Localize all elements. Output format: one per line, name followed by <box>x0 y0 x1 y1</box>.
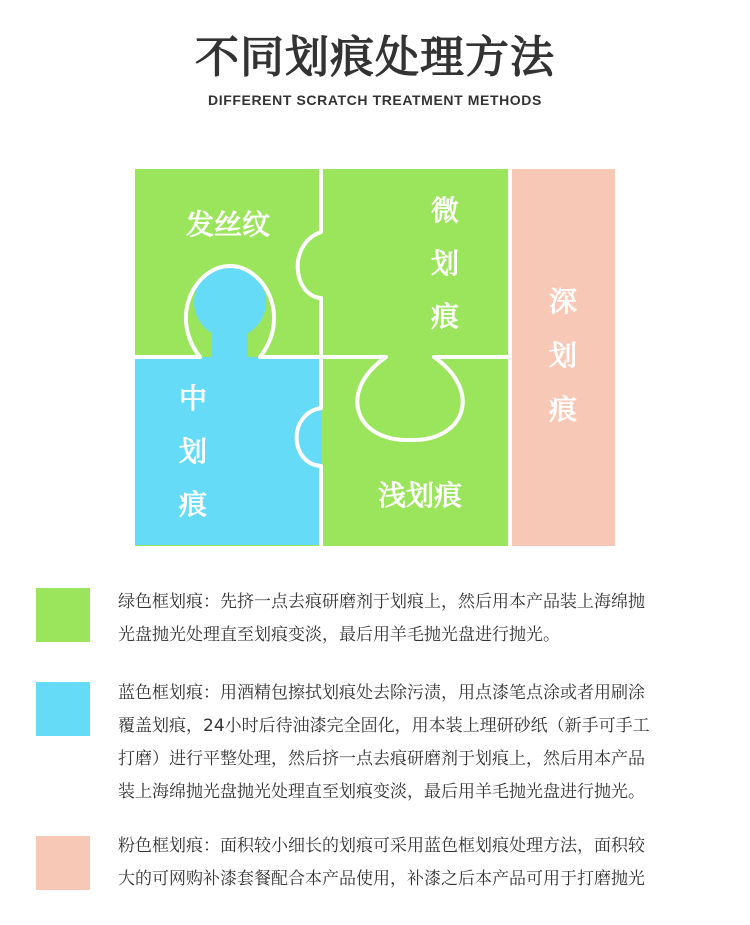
legend-line: 覆盖划痕，24小时后待油漆完全固化，用本装上理研砂纸（新手可手工 <box>118 716 650 736</box>
label-micro-3: 痕 <box>430 300 460 333</box>
label-medium-3: 痕 <box>178 488 208 521</box>
legend-line: 大的可网购补漆套餐配合本产品使用，补漆之后本产品可用于打磨抛光 <box>118 869 645 889</box>
page-subtitle: DIFFERENT SCRATCH TREATMENT METHODS <box>208 92 542 108</box>
legend-swatch-green <box>36 588 90 642</box>
label-medium-1: 中 <box>178 382 208 415</box>
label-deep-1: 深 <box>548 285 578 318</box>
label-deep-2: 划 <box>548 339 578 372</box>
legend-line: 打磨）进行平整处理，然后挤一点去痕研磨剂于划痕上，然后用本产品 <box>118 749 645 769</box>
label-micro-2: 划 <box>430 247 460 280</box>
label-deep-3: 痕 <box>548 393 578 426</box>
legend-line: 装上海绵抛光盘抛光处理直至划痕变淡，最后用羊毛抛光盘进行抛光。 <box>118 782 645 802</box>
legend-text-pink <box>118 830 698 896</box>
legend-text-green <box>118 586 698 652</box>
puzzle-blue-piece <box>135 357 321 545</box>
label-shallow: 浅划痕 <box>377 479 463 512</box>
legend-swatch-pink <box>36 836 90 890</box>
page-title: 不同划痕处理方法 <box>195 32 555 83</box>
puzzle-blue-knob-neck <box>212 300 248 360</box>
label-medium-2: 划 <box>178 435 208 468</box>
legend-text-blue <box>118 677 698 809</box>
label-hairline: 发丝纹 <box>185 208 271 241</box>
legend-line: 绿色框划痕：先挤一点去痕研磨剂于划痕上，然后用本产品装上海绵抛 <box>118 592 645 612</box>
legend-line: 光盘抛光处理直至划痕变淡，最后用羊毛抛光盘进行抛光。 <box>118 625 560 645</box>
legend-line: 蓝色框划痕：用酒精包擦拭划痕处去除污渍，用点漆笔点涂或者用刷涂 <box>118 683 645 703</box>
legend-swatch-blue <box>36 682 90 736</box>
label-micro-1: 微 <box>430 194 460 227</box>
legend-line: 粉色框划痕：面积较小细长的划痕可采用蓝色框划痕处理方法，面积较 <box>118 836 645 856</box>
